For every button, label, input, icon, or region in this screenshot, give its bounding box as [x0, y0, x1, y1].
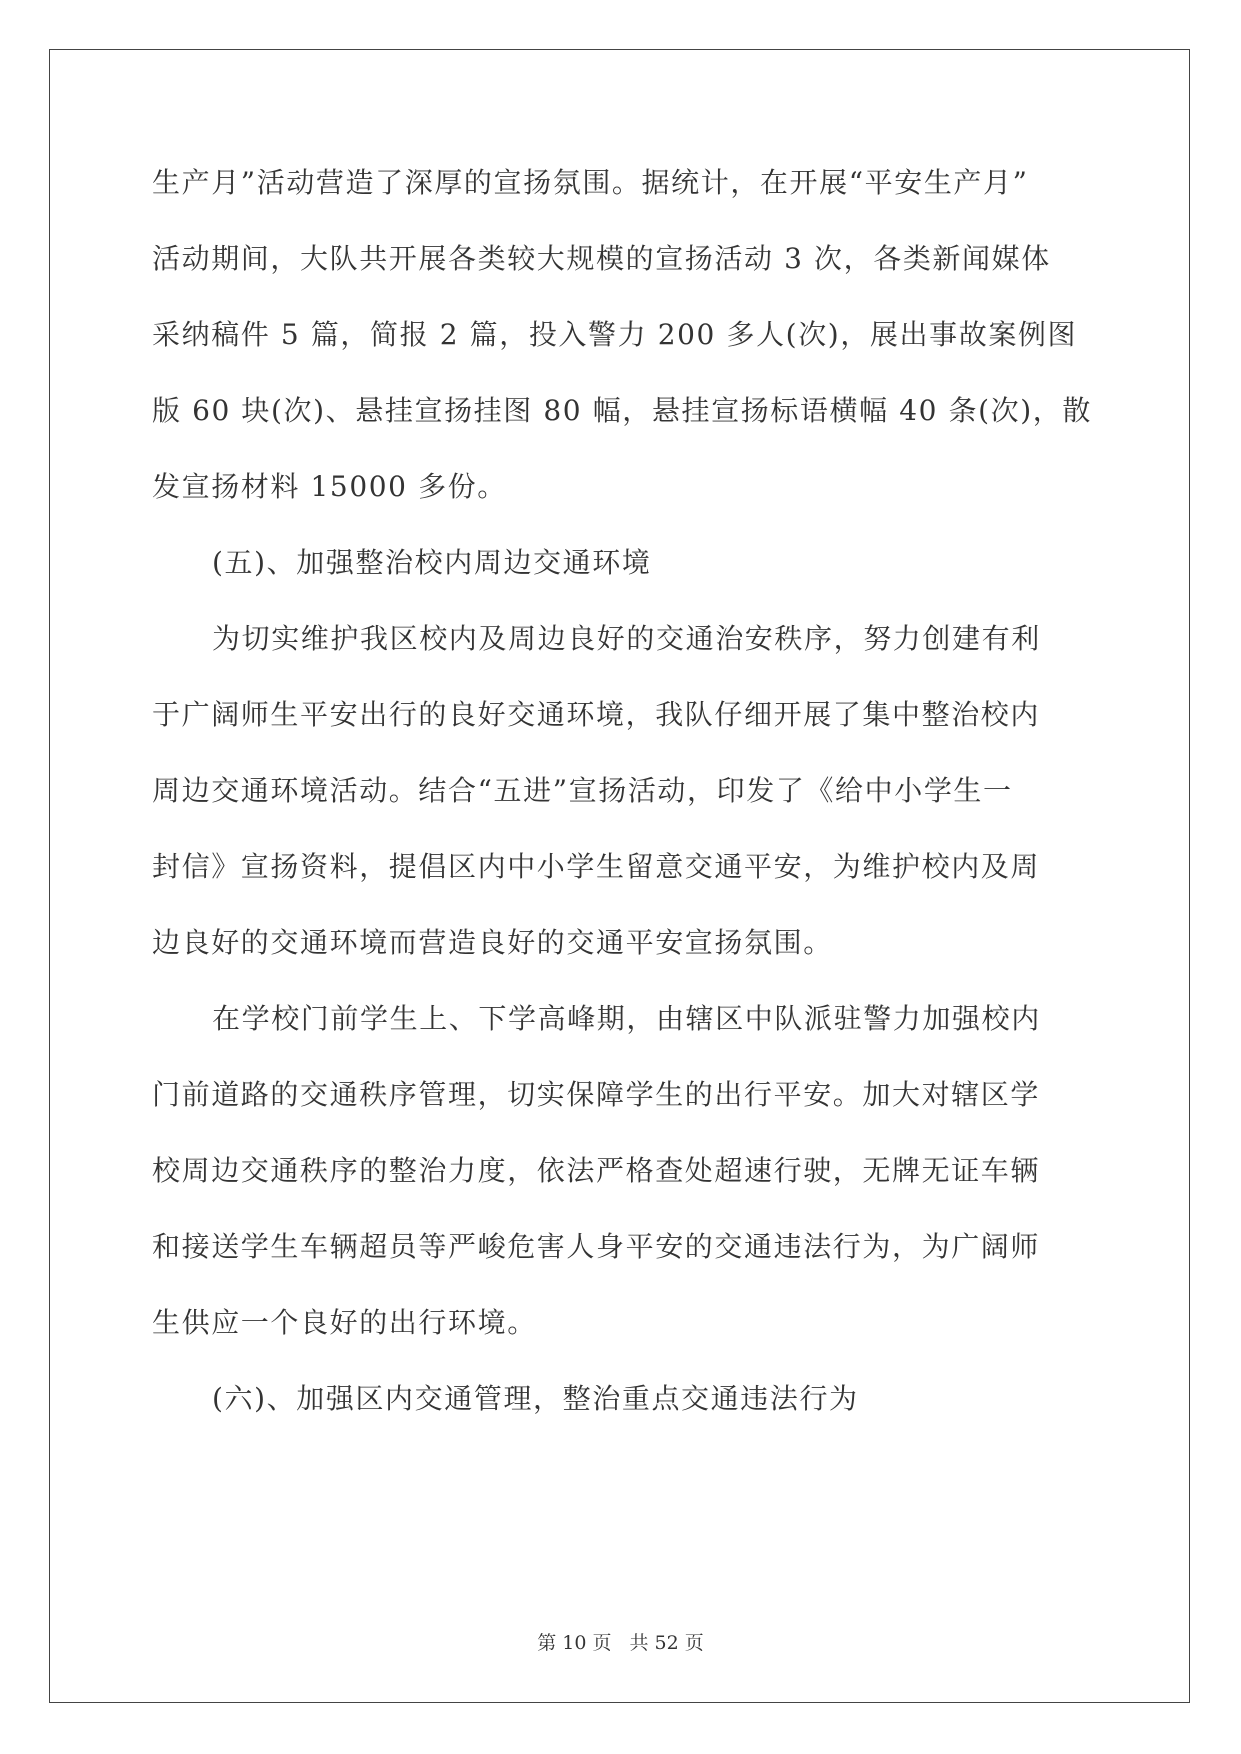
- paragraph-line: 活动期间，大队共开展各类较大规模的宣扬活动 3 次，各类新闻媒体: [152, 242, 1051, 275]
- section-heading: (五)、加强整治校内周边交通环境: [212, 546, 652, 579]
- page-total: 共 52 页: [629, 1632, 704, 1654]
- page-number: 第 10 页: [537, 1632, 612, 1654]
- paragraph-line: 生产月”活动营造了深厚的宣扬氛围。据统计，在开展“平安生产月”: [152, 166, 1029, 199]
- paragraph-line: 版 60 块(次)、悬挂宣扬挂图 80 幅，悬挂宣扬标语横幅 40 条(次)，散: [152, 394, 1092, 427]
- paragraph-line: 在学校门前学生上、下学高峰期，由辖区中队派驻警力加强校内: [212, 1002, 1041, 1035]
- paragraph-line: 门前道路的交通秩序管理，切实保障学生的出行平安。加大对辖区学: [152, 1078, 1041, 1111]
- paragraph-line: 和接送学生车辆超员等严峻危害人身平安的交通违法行为，为广阔师: [152, 1230, 1041, 1263]
- paragraph-line: 边良好的交通环境而营造良好的交通平安宣扬氛围。: [152, 926, 833, 959]
- paragraph-line: 周边交通环境活动。结合“五进”宣扬活动，印发了《给中小学生一: [152, 774, 1013, 807]
- section-heading: (六)、加强区内交通管理，整治重点交通违法行为: [212, 1382, 859, 1415]
- paragraph-line: 生供应一个良好的出行环境。: [152, 1306, 537, 1339]
- document-body: [152, 145, 1092, 1437]
- paragraph-line: 发宣扬材料 15000 多份。: [152, 470, 507, 503]
- paragraph-line: 封信》宣扬资料，提倡区内中小学生留意交通平安，为维护校内及周: [152, 850, 1041, 883]
- page-footer: [0, 1628, 1241, 1655]
- paragraph-line: 于广阔师生平安出行的良好交通环境，我队仔细开展了集中整治校内: [152, 698, 1041, 731]
- paragraph-line: 为切实维护我区校内及周边良好的交通治安秩序，努力创建有利: [212, 622, 1041, 655]
- paragraph-line: 采纳稿件 5 篇，简报 2 篇，投入警力 200 多人(次)，展出事故案例图: [152, 318, 1078, 351]
- paragraph-line: 校周边交通秩序的整治力度，依法严格查处超速行驶，无牌无证车辆: [152, 1154, 1041, 1187]
